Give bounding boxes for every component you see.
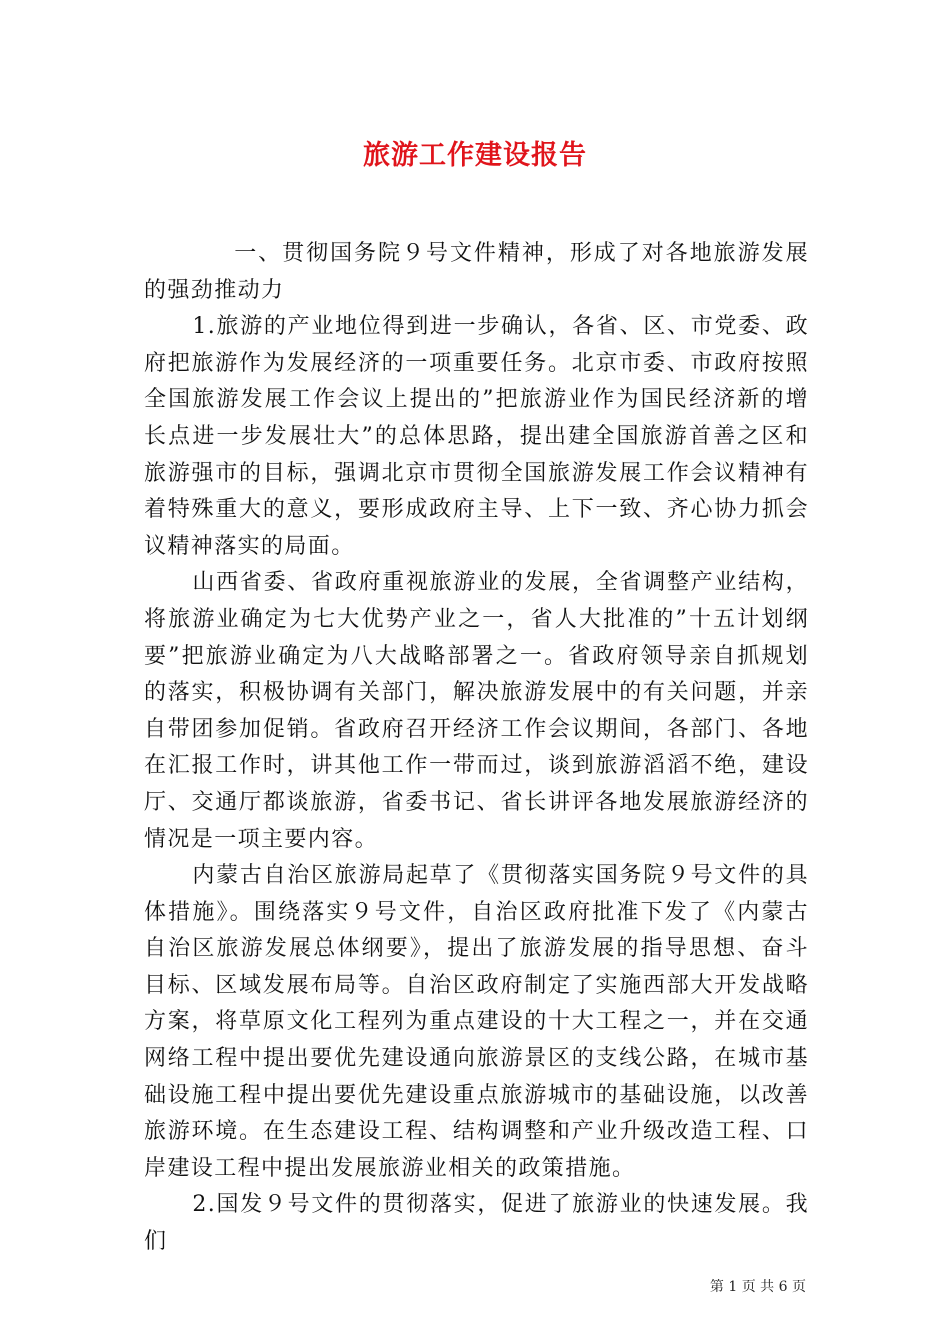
paragraph: 山西省委、省政府重视旅游业的发展，全省调整产业结构，将旅游业确定为七大优势产业之一，省人大批准的”十五计划纲要”把旅游业确定为八大战略部署之一。省政府领导亲自抓规划的落实，积极协调有关部门，解决旅游发展中的有关问题，并亲自带团参加促销。省政府召开经济工作会议期间，各部门、各地在汇报工作时，讲其他工作一带而过，谈到旅游滔滔不绝，建设厅、交通厅都谈旅游，省委书记、省长讲评各地发展旅游经济的情况是一项主要内容。 <box>144 570 809 852</box>
page-indicator: 第 1 页 共 6 页 <box>709 1279 806 1295</box>
paragraph: 内蒙古自治区旅游局起草了《贯彻落实国务院９号文件的具体措施》。围绕落实９号文件，自治区政府批准下发了《内蒙古自治区旅游发展总体纲要》，提出了旅游发展的指导思想、奋斗目标、区域发展布局等。自治区政府制定了实施西部大开发战略方案，将草原文化工程列为重点建设的十大工程之一，并在交通网络工程中提出要优先建设通向旅游景区的支线公路，在城市基础设施工程中提出要优先建设重点旅游城市的基础设施，以改善旅游环境。在生态建设工程、结构调整和产业升级改造工程、口岸建设工程中提出发展旅游业相关的政策措施。 <box>144 863 809 1181</box>
section-heading: 一、贯彻国务院９号文件精神，形成了对各地旅游发展的强劲推动力 <box>144 241 809 303</box>
paragraph: 2.国发９号文件的贯彻落实，促进了旅游业的快速发展。我们 <box>144 1192 809 1255</box>
document-title: 旅游工作建设报告 <box>363 140 587 171</box>
document-body <box>144 236 809 1261</box>
paragraph: 1.旅游的产业地位得到进一步确认，各省、区、市党委、政府把旅游作为发展经济的一项重要任务。北京市委、市政府按照全国旅游发展工作会议上提出的”把旅游业作为国民经济新的增长点进一步发展壮大”的总体思路，提出建全国旅游首善之区和旅游强市的目标，强调北京市贯彻全国旅游发展工作会议精神有着特殊重大的意义，要形成政府主导、上下一致、齐心协力抓会议精神落实的局面。 <box>144 314 809 559</box>
